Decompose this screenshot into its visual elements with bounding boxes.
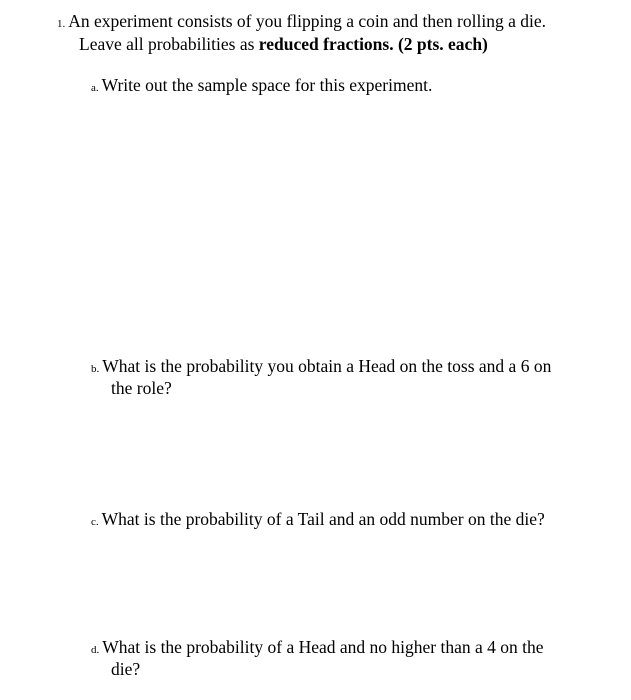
part-d-line1 bbox=[91, 636, 544, 661]
part-c-line1 bbox=[91, 508, 545, 533]
points-note: (2 pts. each) bbox=[397, 34, 488, 54]
question-1-line1 bbox=[57, 10, 546, 35]
question-1-line2 bbox=[79, 33, 488, 55]
instruction-text: Leave all probabilities as bbox=[79, 34, 259, 54]
instruction-separator: . bbox=[389, 34, 398, 54]
question-number: 1. bbox=[57, 18, 66, 30]
part-b-line2 bbox=[111, 377, 172, 399]
part-d-text-continued: die? bbox=[111, 659, 141, 679]
part-b-text: What is the probability you obtain a Head on the toss and a 6 on bbox=[102, 356, 552, 376]
part-d-text: What is the probability of a Head and no higher than a 4 on the bbox=[102, 637, 544, 657]
part-c-text: What is the probability of a Tail and an odd number on the die? bbox=[101, 509, 545, 529]
part-a-line1 bbox=[91, 74, 432, 99]
part-b-text-continued: the role? bbox=[111, 378, 172, 398]
question-1-text: An experiment consists of you flipping a coin and then rolling a die. bbox=[68, 11, 546, 31]
part-d-label: d. bbox=[91, 644, 100, 656]
part-c-label: c. bbox=[91, 516, 99, 528]
part-b-label: b. bbox=[91, 363, 100, 375]
part-a-text: Write out the sample space for this experiment. bbox=[101, 75, 433, 95]
part-a-label: a. bbox=[91, 82, 99, 94]
part-d-line2 bbox=[111, 658, 140, 680]
instruction-emphasis: reduced fractions bbox=[258, 34, 390, 54]
